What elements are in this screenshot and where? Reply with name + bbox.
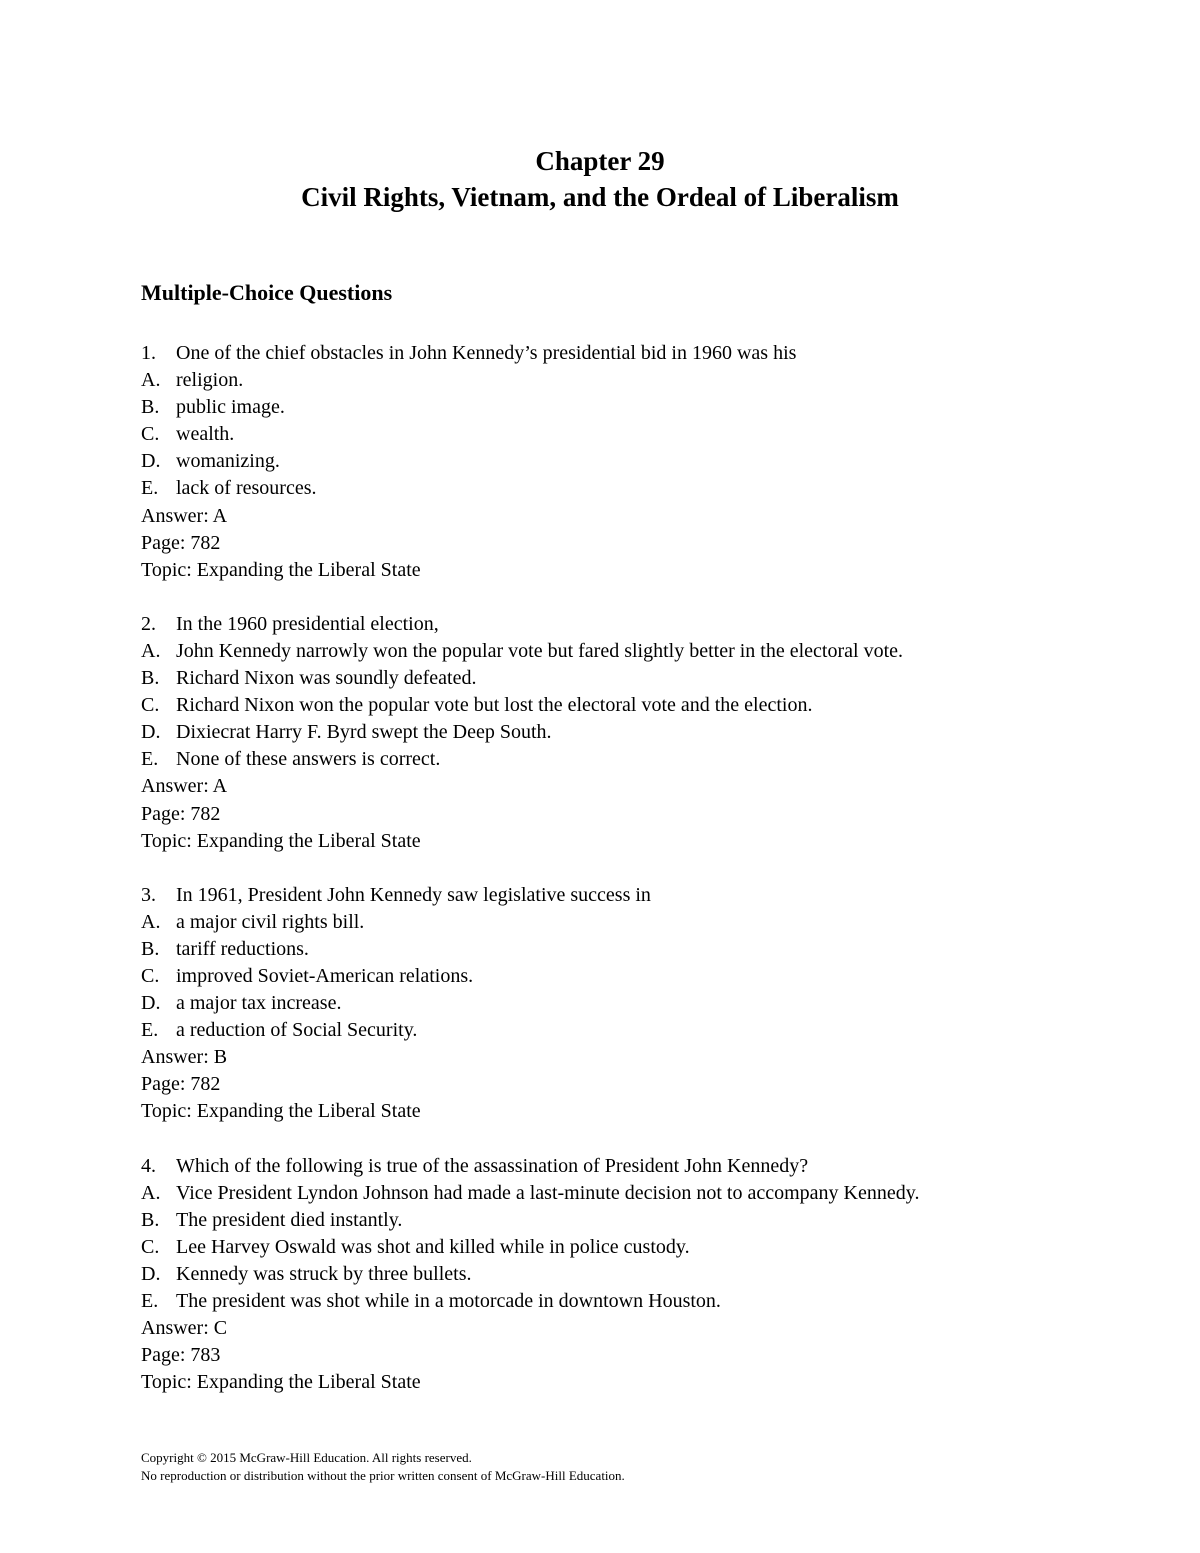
option-text: lack of resources. [176,477,317,500]
option-c [141,963,1141,990]
question-list [141,340,1141,1423]
page-reference: Page: 782 [141,802,221,825]
option-text: improved Soviet-American relations. [176,964,474,987]
option-letter: D. [141,992,161,1015]
chapter-number: Chapter 29 [535,146,665,176]
option-text: religion. [176,369,244,392]
topic-line: Topic: Expanding the Liberal State [141,1100,421,1123]
option-text: a reduction of Social Security. [176,1019,418,1042]
option-letter: E. [141,1019,159,1042]
option-letter: B. [141,396,160,419]
question-3 [141,882,1141,1126]
option-letter: B. [141,937,160,960]
option-letter: A. [141,369,161,392]
option-e [141,1017,1141,1044]
page-reference: Page: 782 [141,1073,221,1096]
option-e [141,1288,1141,1315]
option-c [141,1234,1141,1261]
answer-line: Answer: A [141,504,228,527]
option-e [141,475,1141,502]
option-letter: C. [141,423,160,446]
question-number: 4. [141,1154,156,1177]
question-stem: Which of the following is true of the assassination of President John Kennedy? [176,1154,809,1177]
option-letter: D. [141,721,161,744]
question-stem: In the 1960 presidential election, [176,612,439,635]
option-a [141,367,1141,394]
option-text: Lee Harvey Oswald was shot and killed while in police custody. [176,1235,690,1258]
option-b [141,936,1141,963]
option-d [141,1261,1141,1288]
option-text: The president was shot while in a motorcade in downtown Houston. [176,1290,721,1312]
question-stem-line [141,611,1141,638]
option-text: a major civil rights bill. [176,910,365,933]
option-d [141,719,1141,746]
option-b [141,1207,1141,1234]
option-text: public image. [176,396,285,419]
answer-line: Answer: C [141,1317,228,1340]
reproduction-notice: No reproduction or distribution without the prior written consent of McGraw-Hill Education. [141,1468,625,1483]
option-d [141,448,1141,475]
page-reference: Page: 783 [141,1344,221,1367]
question-number: 3. [141,883,156,906]
question-1 [141,340,1141,584]
question-stem: One of the chief obstacles in John Kennedy’s presidential bid in 1960 was his [176,342,797,364]
option-text: tariff reductions. [176,937,309,960]
option-text: Dixiecrat Harry F. Byrd swept the Deep South. [176,721,552,744]
question-number: 2. [141,612,156,635]
question-number: 1. [141,342,156,364]
option-text: a major tax increase. [176,992,342,1015]
option-letter: E. [141,1290,159,1312]
option-letter: B. [141,1208,160,1231]
option-text: The president died instantly. [176,1208,403,1231]
option-letter: E. [141,477,159,500]
option-a [141,1180,1141,1207]
section-heading: Multiple-Choice Questions [141,280,393,305]
copyright-notice: Copyright © 2015 McGraw-Hill Education. All rights reserved. [141,1450,472,1465]
option-letter: D. [141,450,161,473]
option-letter: C. [141,694,160,717]
option-text: John Kennedy narrowly won the popular vote but fared slightly better in the electoral vote. [176,639,904,662]
answer-line: Answer: A [141,775,228,798]
option-letter: A. [141,910,161,933]
option-text: Vice President Lyndon Johnson had made a last-minute decision not to accompany Kennedy. [176,1181,920,1204]
question-stem-line [141,340,1141,367]
question-stem-line [141,1153,1141,1180]
page-footer [141,1449,625,1485]
question-2 [141,611,1141,855]
option-e [141,746,1141,773]
option-text: None of these answers is correct. [176,748,441,771]
option-text: Richard Nixon won the popular vote but lost the electoral vote and the election. [176,694,813,717]
option-d [141,990,1141,1017]
option-letter: C. [141,1235,160,1258]
option-b [141,394,1141,421]
question-4 [141,1153,1141,1397]
option-c [141,421,1141,448]
option-letter: B. [141,667,160,690]
option-letter: D. [141,1262,161,1285]
answer-line: Answer: B [141,1046,228,1069]
title-block [0,143,1200,215]
topic-line: Topic: Expanding the Liberal State [141,829,421,852]
topic-line: Topic: Expanding the Liberal State [141,558,421,581]
option-letter: C. [141,964,160,987]
option-letter: A. [141,639,161,662]
chapter-title: Civil Rights, Vietnam, and the Ordeal of Liberalism [301,182,899,212]
page-reference: Page: 782 [141,531,221,554]
topic-line: Topic: Expanding the Liberal State [141,1371,421,1394]
option-a [141,638,1141,665]
option-a [141,909,1141,936]
question-stem: In 1961, President John Kennedy saw legislative success in [176,883,651,906]
option-b [141,665,1141,692]
question-stem-line [141,882,1141,909]
option-letter: A. [141,1181,161,1204]
option-text: Kennedy was struck by three bullets. [176,1262,472,1285]
option-c [141,692,1141,719]
option-text: wealth. [176,423,235,446]
option-letter: E. [141,748,159,771]
option-text: womanizing. [176,450,280,473]
option-text: Richard Nixon was soundly defeated. [176,667,477,690]
